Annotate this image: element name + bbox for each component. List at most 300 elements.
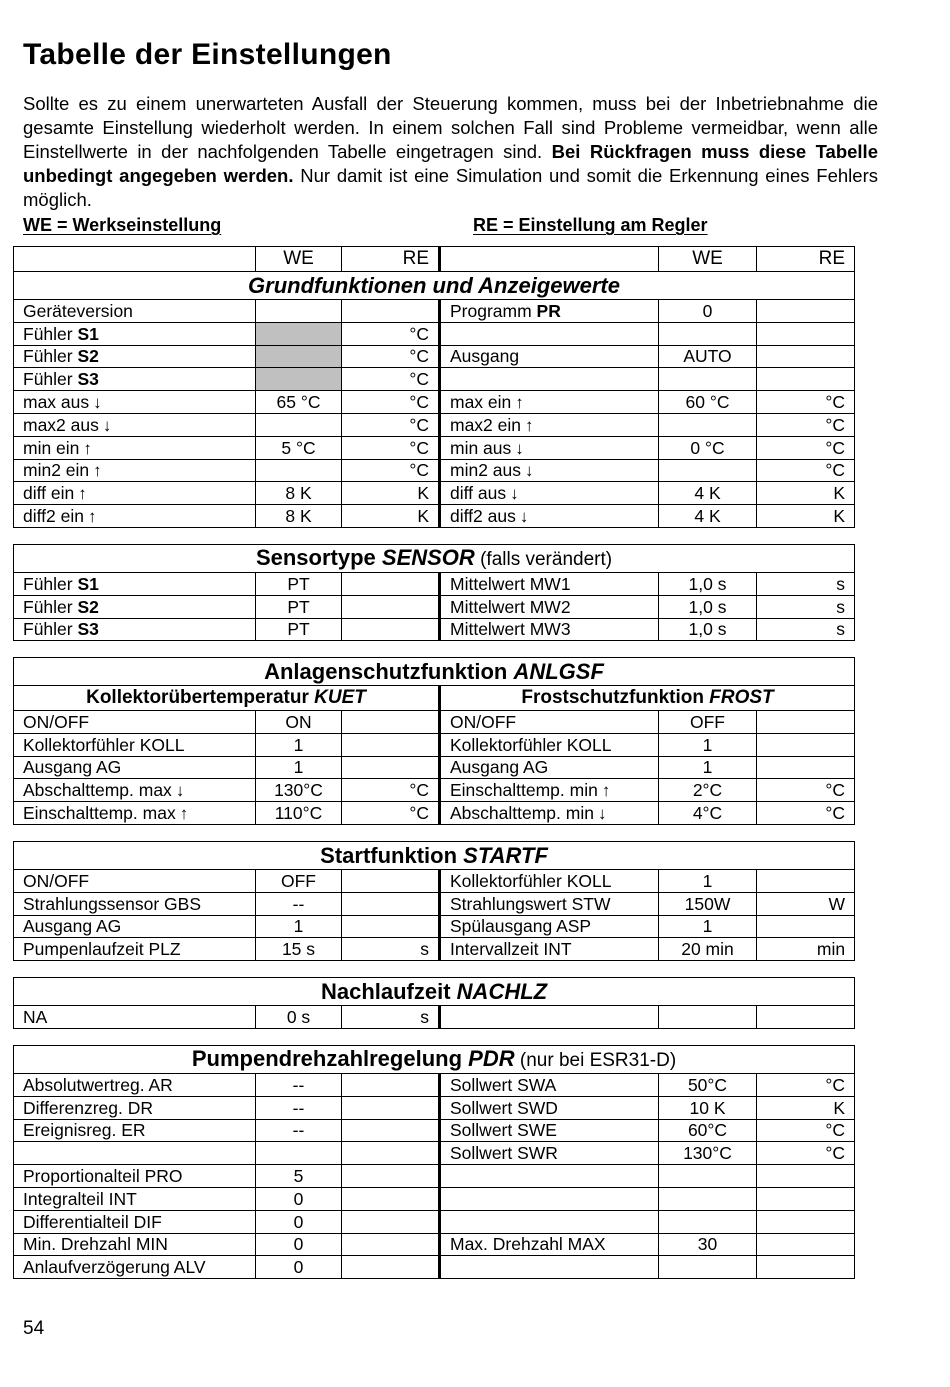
table-row [14,1096,855,1119]
arrow-down-icon: ↓ [519,507,529,527]
setting-label: Kollektorfühler KOLL [450,734,612,755]
label-left-cell [14,345,256,368]
re-unit-cell [757,1006,855,1029]
header-empty-cell [440,247,659,272]
setting-label: ON/OFF [450,711,517,732]
we-value-cell [256,322,342,345]
section-title-code: STARTF [463,842,548,868]
we-value-cell: 1,0 s [659,618,757,641]
we-value-cell: 0 [256,1187,342,1210]
setting-label: Fühler [23,619,78,640]
table-row [14,802,855,825]
we-value-cell [659,368,757,391]
label-right-cell [440,459,659,482]
table-row [14,779,855,802]
setting-label: Mittelwert MW2 [450,596,571,617]
we-value-cell: OFF [256,870,342,893]
label-right-cell [440,322,659,345]
label-right-cell [440,756,659,779]
section-title-code: PDR [468,1045,515,1071]
we-value-cell [659,1006,757,1029]
re-unit-cell: °C [342,413,440,436]
re-unit-cell: °C [757,1074,855,1097]
re-unit-cell [342,1142,440,1165]
setting-label: diff ein [23,483,75,504]
label-left-cell [14,1096,256,1119]
we-value-cell: PT [256,595,342,618]
we-value-cell: 60°C [659,1119,757,1142]
label-left-cell [14,368,256,391]
re-unit-cell: °C [757,1119,855,1142]
arrow-down-icon: ↓ [510,484,519,504]
setting-label: Abschalttemp. max [23,780,172,801]
label-right-cell [440,413,659,436]
label-right-cell [440,1233,659,1256]
table-pumpendrehzahlregelung [13,1045,855,1279]
we-value-cell: 1,0 s [659,573,757,596]
setting-label: Geräteversion [23,300,133,321]
section-title-text: Startfunktion [320,842,464,868]
arrow-down-icon: ↓ [175,781,185,801]
setting-label: Ausgang AG [23,916,122,937]
setting-label: max aus [23,392,90,413]
arrow-down-icon: ↓ [515,438,524,458]
label-left-cell [14,802,256,825]
table-row [14,756,855,779]
label-right-cell [440,1165,659,1188]
table-row [14,733,855,756]
re-unit-cell: K [342,505,440,528]
section-title-text: Grundfunktionen und Anzeigewerte [248,272,620,298]
header-we: WE [659,247,757,272]
we-value-cell: -- [256,892,342,915]
label-left-cell [14,573,256,596]
setting-label: Spülausgang ASP [450,916,592,937]
arrow-up-icon: ↑ [83,438,92,458]
label-right-cell [440,938,659,961]
label-right-cell [440,779,659,802]
re-unit-cell: K [342,482,440,505]
label-right-cell [440,368,659,391]
label-left-cell [14,915,256,938]
table-nachlaufzeit [13,977,855,1029]
setting-label: diff2 ein [23,506,84,527]
label-left-cell [14,595,256,618]
label-right-cell [440,618,659,641]
re-unit-cell: K [757,505,855,528]
setting-label-bold: S1 [77,573,99,594]
we-value-cell: -- [256,1096,342,1119]
label-left-cell [14,482,256,505]
re-unit-cell [757,870,855,893]
table-row [14,1210,855,1233]
label-right-cell [440,1074,659,1097]
re-unit-cell [757,1187,855,1210]
setting-label-bold: PR [536,300,561,321]
we-value-cell: 4 K [659,505,757,528]
re-unit-cell [757,756,855,779]
label-right-cell [440,1119,659,1142]
setting-label-bold: S3 [77,619,99,640]
section-title [14,842,855,870]
re-unit-cell: °C [342,459,440,482]
we-value-cell: 130°C [659,1142,757,1165]
we-value-cell: 0 [256,1210,342,1233]
we-value-cell: 1 [659,756,757,779]
setting-label-bold: S2 [77,596,99,617]
we-value-cell: 30 [659,1233,757,1256]
section-title-row [14,272,855,300]
section-title-row [14,545,855,573]
table-row [14,1074,855,1097]
re-unit-cell [342,1233,440,1256]
setting-label: max2 aus [23,414,99,435]
label-right-cell [440,482,659,505]
label-left-cell [14,618,256,641]
setting-label-bold: S3 [77,369,99,390]
label-left-cell [14,322,256,345]
we-value-cell: 0 [256,1233,342,1256]
table-row [14,1006,855,1029]
we-value-cell: 50°C [659,1074,757,1097]
re-unit-cell: °C [342,391,440,414]
re-unit-cell [757,300,855,323]
we-value-cell: 1 [256,756,342,779]
we-value-cell: 4 K [659,482,757,505]
re-unit-cell: °C [757,391,855,414]
table-row [14,413,855,436]
re-unit-cell [342,1187,440,1210]
label-right-cell [440,1096,659,1119]
re-unit-cell: °C [757,1142,855,1165]
re-unit-cell [342,300,440,323]
setting-label: Sollwert SWR [450,1143,558,1164]
page-title: Tabelle der Einstellungen [23,38,392,71]
label-right-cell [440,436,659,459]
section-title [14,545,855,573]
we-value-cell: AUTO [659,345,757,368]
we-value-cell [659,1187,757,1210]
setting-label: Intervallzeit INT [450,939,572,960]
section-title [14,1046,855,1074]
arrow-up-icon: ↑ [515,393,524,413]
we-value-cell: 0 [659,300,757,323]
header-empty-cell [14,247,256,272]
table-row [14,915,855,938]
we-value-cell: -- [256,1119,342,1142]
legend-werkseinstellung: WE = Werkseinstellung [23,215,222,235]
label-left-cell [14,1187,256,1210]
setting-label: Kollektorfühler KOLL [23,734,185,755]
label-right-cell [440,595,659,618]
table-row [14,1233,855,1256]
table-row [14,870,855,893]
we-value-cell: 150W [659,892,757,915]
re-unit-cell [757,1165,855,1188]
label-left-cell [14,1233,256,1256]
setting-label: ON/OFF [23,711,90,732]
page-number: 54 [23,1318,45,1339]
arrow-up-icon: ↑ [601,781,611,801]
table-row [14,482,855,505]
table-row [14,436,855,459]
re-unit-cell: s [757,573,855,596]
re-unit-cell [757,1233,855,1256]
setting-label: max ein [450,392,512,413]
setting-label: diff aus [450,483,507,504]
setting-label: Strahlungswert STW [450,893,611,914]
arrow-down-icon: ↓ [525,461,534,481]
arrow-up-icon: ↑ [78,484,87,504]
re-unit-cell: °C [342,322,440,345]
setting-label: Absolutwertreg. AR [23,1074,173,1095]
re-unit-cell: s [757,595,855,618]
label-right-cell [440,1256,659,1279]
label-right-cell [440,802,659,825]
label-left-cell [14,892,256,915]
re-unit-cell: °C [342,436,440,459]
we-value-cell: 15 s [256,938,342,961]
setting-label: Proportionalteil PRO [23,1166,183,1187]
section-title-row [14,1046,855,1074]
we-value-cell [659,413,757,436]
re-unit-cell [757,915,855,938]
setting-label: Sollwert SWA [450,1074,557,1095]
subtitle-left-text: Kollektorübertemperatur [86,687,315,708]
table-row [14,1142,855,1165]
setting-label: Ereignisreg. ER [23,1120,146,1141]
setting-label: Sollwert SWE [450,1120,557,1141]
setting-label: Differentialteil DIF [23,1211,162,1232]
label-right-cell [440,573,659,596]
re-unit-cell: s [342,1006,440,1029]
re-unit-cell [342,595,440,618]
table-row [14,1165,855,1188]
setting-label: Differenzreg. DR [23,1097,154,1118]
setting-label: Sollwert SWD [450,1097,558,1118]
we-value-cell: 8 K [256,482,342,505]
arrow-up-icon: ↑ [93,461,102,481]
re-unit-cell [757,1256,855,1279]
table-row [14,1119,855,1142]
setting-label: Fühler [23,596,78,617]
re-unit-cell: °C [757,413,855,436]
table-row [14,391,855,414]
setting-label: Ausgang [450,346,520,367]
setting-label: diff2 aus [450,506,516,527]
subtitle-row [14,686,855,711]
re-unit-cell [342,573,440,596]
section-title-note: (nur bei ESR31-D) [514,1049,677,1071]
re-unit-cell: °C [757,802,855,825]
label-right-cell [440,733,659,756]
we-value-cell: -- [256,1074,342,1097]
table-row [14,368,855,391]
table-grundfunktionen [13,246,855,528]
table-row [14,573,855,596]
setting-label: Einschalttemp. max [23,803,176,824]
section-title-code: NACHLZ [456,978,548,1004]
we-value-cell: 5 °C [256,436,342,459]
re-unit-cell: °C [342,779,440,802]
re-unit-cell [342,756,440,779]
label-left-cell [14,413,256,436]
we-value-cell [256,368,342,391]
re-unit-cell: °C [342,802,440,825]
label-left-cell [14,870,256,893]
label-left-cell [14,1210,256,1233]
header-re: RE [757,247,855,272]
we-value-cell: 1 [659,733,757,756]
setting-label: Integralteil INT [23,1188,137,1209]
label-left-cell [14,779,256,802]
we-value-cell: 0 [256,1256,342,1279]
setting-label: min aus [450,437,512,458]
re-unit-cell: W [757,892,855,915]
label-right-cell [440,505,659,528]
section-title-text: Sensortype [255,544,382,570]
re-unit-cell: s [342,938,440,961]
section-title [14,272,855,300]
re-unit-cell: °C [342,368,440,391]
section-title-text: Anlagenschutzfunktion [264,658,514,684]
we-value-cell: 1 [659,915,757,938]
arrow-down-icon: ↓ [102,415,112,435]
label-left-cell [14,733,256,756]
table-row [14,300,855,323]
arrow-up-icon: ↑ [87,507,97,527]
intro-bold-text: Bei Rückfragen muss diese Tabelle unbedingt angegeben werden. [23,141,878,186]
we-value-cell [659,1256,757,1279]
we-value-cell: OFF [659,711,757,734]
we-value-cell: 130°C [256,779,342,802]
setting-label: Ausgang AG [450,757,549,778]
setting-label: min2 aus [450,460,522,481]
re-unit-cell: K [757,482,855,505]
setting-label: Strahlungssensor GBS [23,893,202,914]
we-value-cell: 0 °C [659,436,757,459]
section-title-row [14,978,855,1006]
we-value-cell: 1 [659,870,757,893]
label-right-cell [440,300,659,323]
re-unit-cell: °C [342,345,440,368]
section-title-code: SENSOR [381,544,475,570]
section-title-note: (falls verändert) [474,548,613,570]
re-unit-cell [342,1074,440,1097]
label-right-cell [440,345,659,368]
setting-label: Max. Drehzahl MAX [450,1234,606,1255]
re-unit-cell [342,915,440,938]
we-value-cell: 65 °C [256,391,342,414]
re-unit-cell: °C [757,779,855,802]
setting-label: Mittelwert MW1 [450,573,571,594]
setting-label: Abschalttemp. min [450,803,594,824]
re-unit-cell [342,1119,440,1142]
label-left-cell [14,1256,256,1279]
label-left-cell [14,1165,256,1188]
label-left-cell [14,459,256,482]
section-title [14,978,855,1006]
we-value-cell [256,345,342,368]
section-title [14,658,855,686]
re-unit-cell: s [757,618,855,641]
label-right-cell [440,1006,659,1029]
re-unit-cell [342,1210,440,1233]
re-unit-cell [342,618,440,641]
label-right-cell [440,391,659,414]
re-unit-cell [757,1210,855,1233]
re-unit-cell: K [757,1096,855,1119]
legend-einstellung-am-regler: RE = Einstellung am Regler [473,215,708,235]
setting-label: NA [23,1006,48,1027]
label-left-cell [14,436,256,459]
we-value-cell: 1 [256,733,342,756]
table-row [14,322,855,345]
label-left-cell [14,1006,256,1029]
re-unit-cell [757,733,855,756]
we-value-cell: PT [256,573,342,596]
setting-label: ON/OFF [23,870,90,891]
re-unit-cell [757,345,855,368]
table-row [14,505,855,528]
label-left-cell [14,711,256,734]
table-row [14,459,855,482]
re-unit-cell [342,711,440,734]
section-title-text: Nachlaufzeit [320,978,457,1004]
table-row [14,1187,855,1210]
we-value-cell [659,1165,757,1188]
table-anlagenschutz [13,657,855,825]
we-value-cell [256,300,342,323]
intro-text: Sollte es zu einem unerwarteten Ausfall der Steuerung kommen, muss bei der Inbetriebnahme die gesamte Einstellung wiederholt werden. In einem solchen Fall sind Probleme vermeidbar, wenn alle Einstellwerte in der nachfolgenden Tabelle eingetragen sind. [23,93,878,162]
arrow-down-icon: ↓ [597,804,607,824]
we-value-cell: 5 [256,1165,342,1188]
table-startfunktion [13,841,855,961]
label-right-cell [440,892,659,915]
arrow-up-icon: ↑ [179,804,189,824]
re-unit-cell [757,711,855,734]
label-right-cell [440,915,659,938]
label-right-cell [440,711,659,734]
setting-label-bold: S2 [77,346,99,367]
we-value-cell [256,413,342,436]
intro-paragraph [23,92,878,212]
we-value-cell: 110°C [256,802,342,825]
table-row [14,595,855,618]
header-re: RE [342,247,440,272]
we-value-cell: 20 min [659,938,757,961]
re-unit-cell [342,1256,440,1279]
we-value-cell: 60 °C [659,391,757,414]
we-value-cell [256,459,342,482]
subtitle-right [440,686,855,711]
we-value-cell: 10 K [659,1096,757,1119]
we-value-cell [659,322,757,345]
subtitle-left [14,686,440,711]
header-row [14,247,855,272]
table-row [14,938,855,961]
we-value-cell [659,459,757,482]
subtitle-right-text: Frostschutzfunktion [521,687,710,708]
we-value-cell: 4°C [659,802,757,825]
re-unit-cell [757,322,855,345]
we-value-cell: 8 K [256,505,342,528]
table-row [14,1256,855,1279]
table-row [14,345,855,368]
label-right-cell [440,1187,659,1210]
setting-label: min ein [23,437,80,458]
re-unit-cell: °C [757,436,855,459]
